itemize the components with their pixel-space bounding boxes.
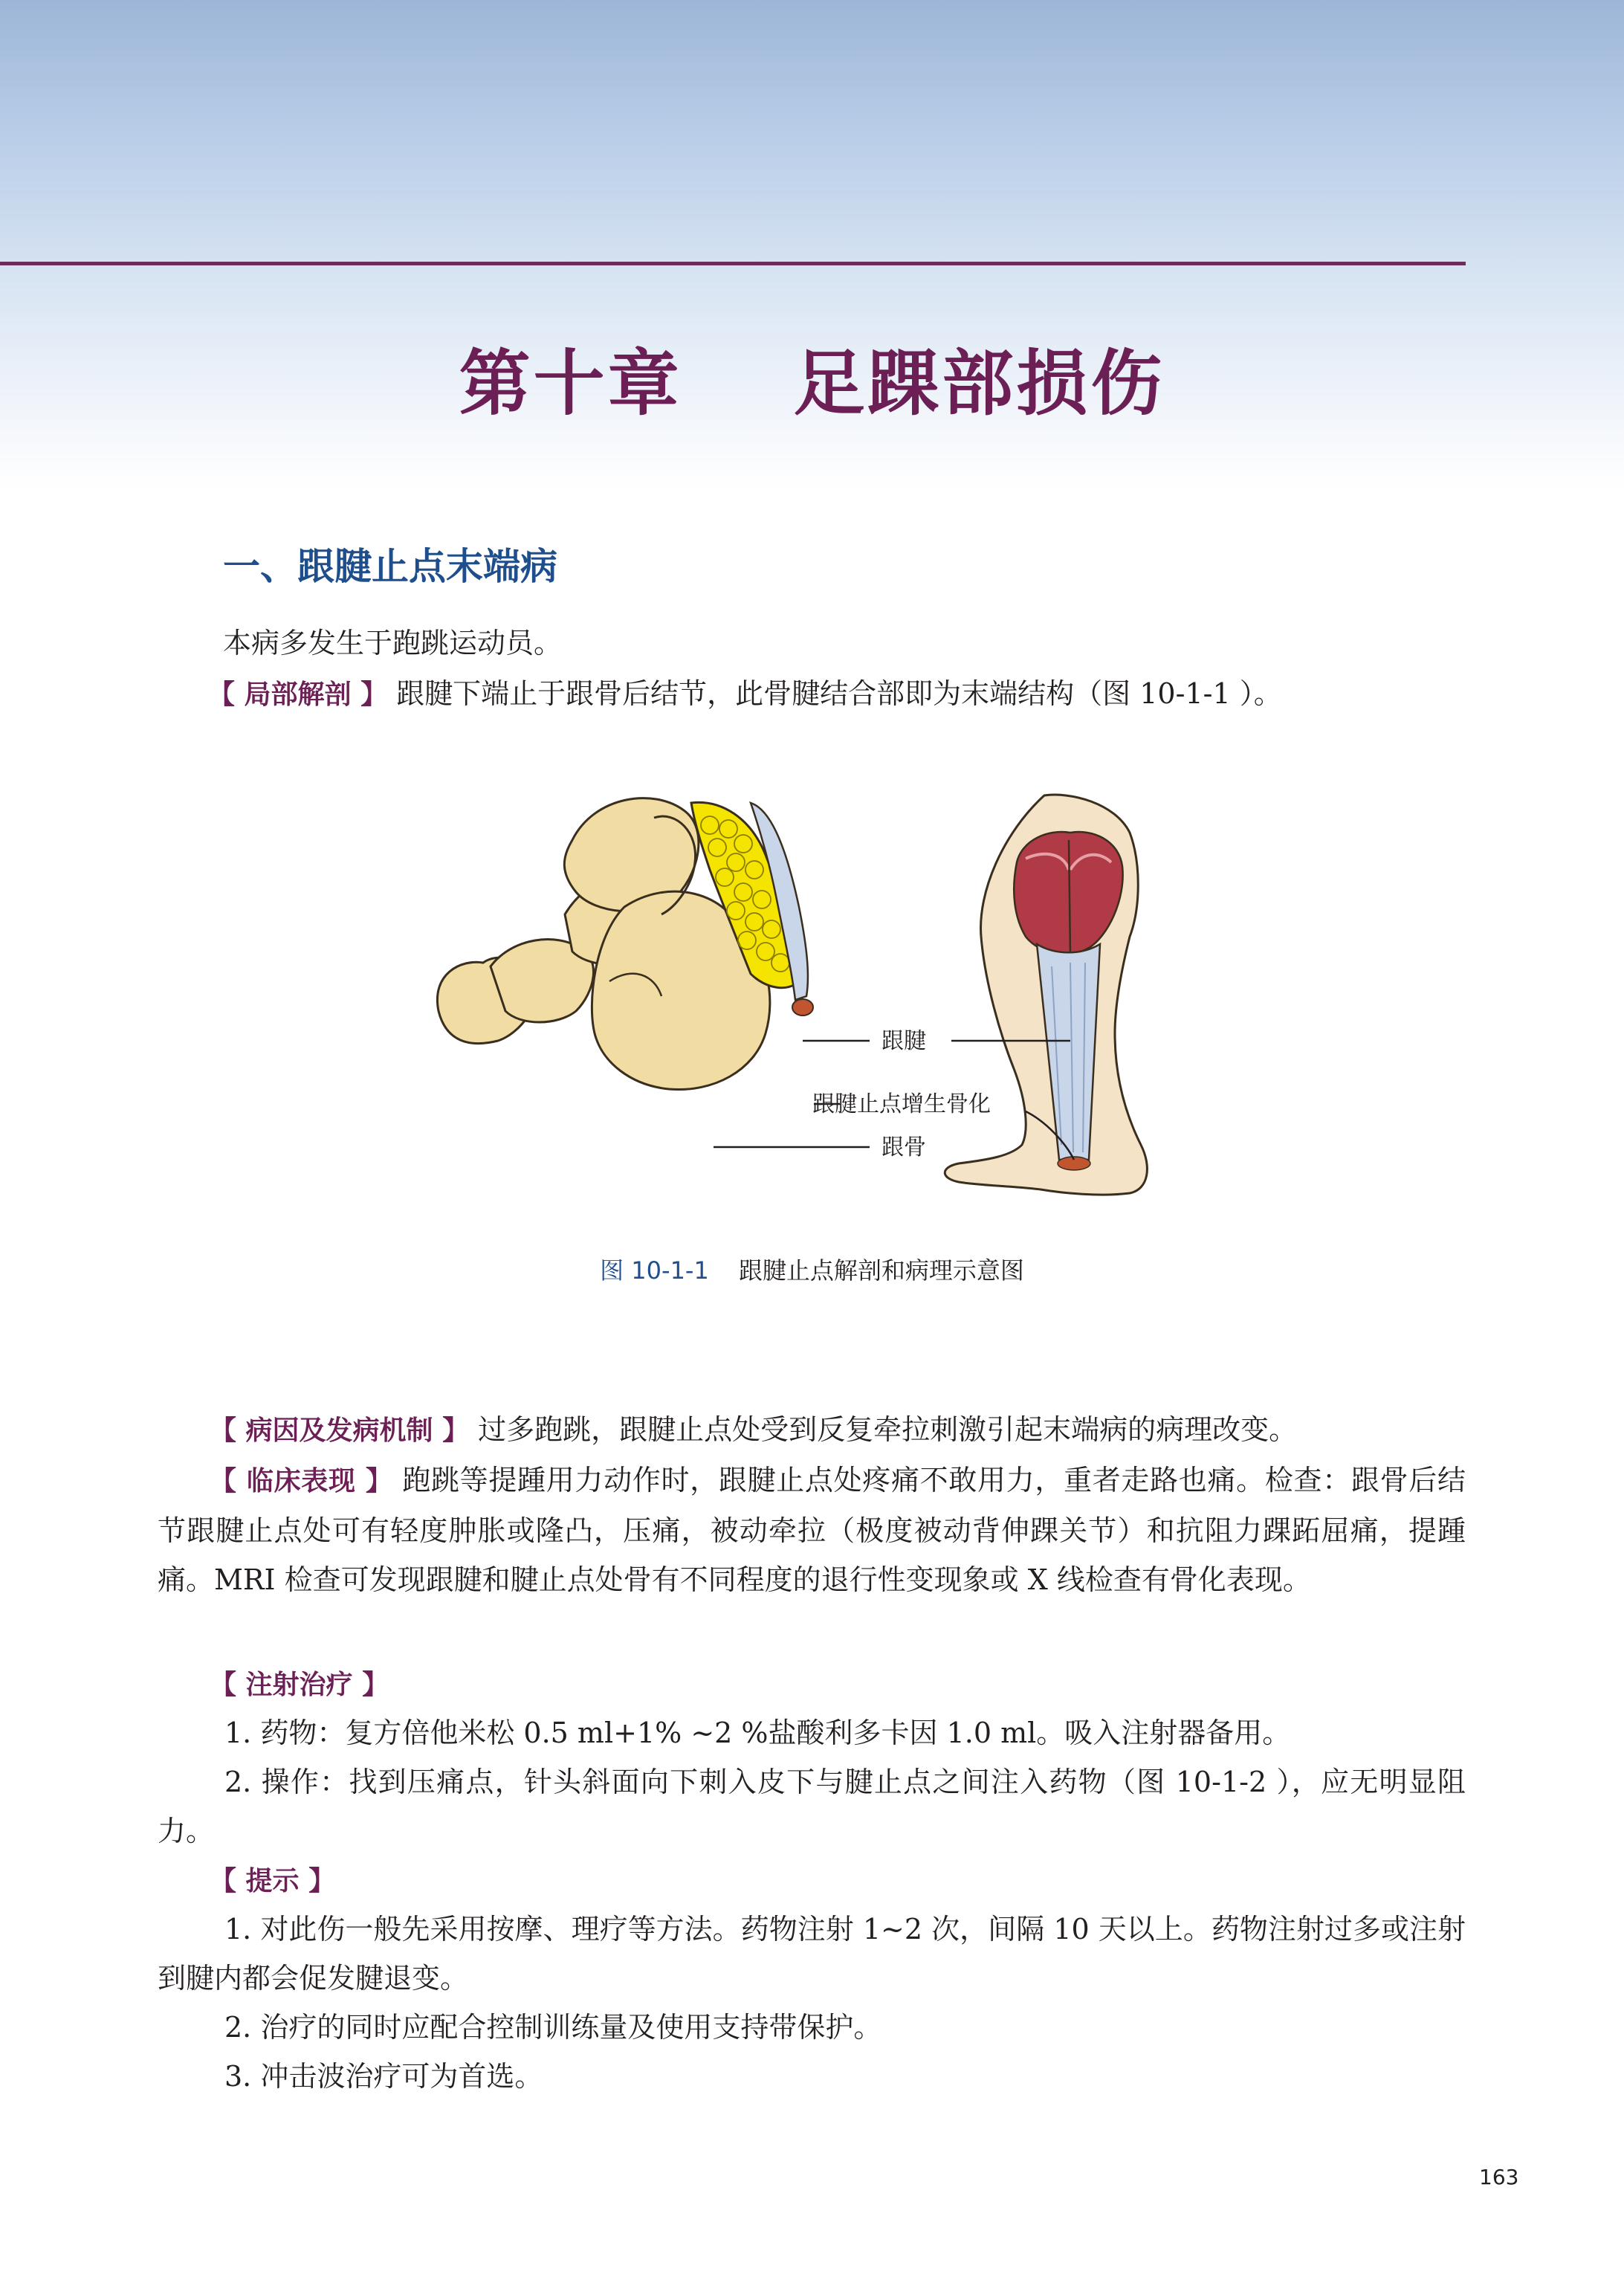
tips-item-2 <box>158 2003 1466 2052</box>
figure-caption-number: 图 10-1-1 <box>600 1256 709 1285</box>
injection-tag: 【 注射治疗 】 <box>210 1670 389 1700</box>
page-number: 163 <box>1479 2165 1519 2189</box>
anatomy-paragraph <box>208 669 1466 720</box>
leg-drawing <box>945 795 1147 1195</box>
anatomy-text: 跟腱下端止于跟骨后结节，此骨腱结合部即为末端结构（图 10-1-1 ）。 <box>396 677 1282 710</box>
figure-10-1-1 <box>416 788 1204 1219</box>
clinical-paragraph <box>158 1456 1466 1604</box>
ossification-spot <box>792 999 813 1015</box>
intro-text: 本病多发生于跑跳运动员。 <box>223 627 563 659</box>
tips-heading <box>158 1856 1466 1906</box>
clinical-text: 跑跳等提踵用力动作时，跟腱止点处疼痛不敢用力，重者走路也痛。检查：跟骨后结节跟腱止点处可有轻度肿胀或隆凸，压痛，被动牵拉（极度被动背伸踝关节）和抗阻力踝跖屈痛，提踵痛。MRI 检查可发现跟腱和腱止点处骨有不同程度的退行性变现象或 X 线检查有骨化表现。 <box>158 1464 1466 1596</box>
label-ossification: 跟腱止点增生骨化 <box>812 1091 991 1117</box>
intro-paragraph <box>223 619 1466 668</box>
header-rule <box>0 262 1466 265</box>
anatomy-illustration <box>416 788 1204 1219</box>
tips-tag: 【 提示 】 <box>210 1866 336 1896</box>
injection-heading <box>158 1659 1466 1710</box>
etiology-paragraph <box>158 1405 1466 1456</box>
label-achilles-tendon: 跟腱 <box>881 1028 926 1054</box>
injection-item-2-text: 2. 操作：找到压痛点，针头斜面向下刺入皮下与腱止点之间注入药物（图 10-1-2 ），应无明显阻力。 <box>158 1766 1466 1847</box>
figure-caption-text: 跟腱止点解剖和病理示意图 <box>738 1256 1024 1285</box>
anatomy-tag: 【 局部解剖 】 <box>208 679 388 710</box>
figure-caption <box>0 1252 1624 1286</box>
tips-item-3-text: 3. 冲击波治疗可为首选。 <box>224 2060 543 2093</box>
injection-item-1-text: 1. 药物：复方倍他米松 0.5 ml+1% ~2 %盐酸利多卡因 1.0 ml。吸入注射器备用。 <box>224 1717 1291 1749</box>
clinical-tag: 【 临床表现 】 <box>210 1466 393 1496</box>
etiology-tag: 【 病因及发病机制 】 <box>210 1415 470 1446</box>
tips-item-1 <box>158 1905 1466 2003</box>
label-calcaneus: 跟骨 <box>881 1134 926 1160</box>
etiology-text: 过多跑跳，跟腱止点处受到反复牵拉刺激引起末端病的病理改变。 <box>478 1413 1298 1446</box>
tips-item-3 <box>158 2052 1466 2101</box>
injection-item-1 <box>158 1708 1466 1757</box>
tips-item-2-text: 2. 治疗的同时应配合控制训练量及使用支持带保护。 <box>224 2011 882 2044</box>
injection-item-2 <box>158 1757 1466 1856</box>
tips-item-1-text: 1. 对此伤一般先采用按摩、理疗等方法。药物注射 1~2 次，间隔 10 天以上。药物注射过多或注射到腱内都会促发腱退变。 <box>158 1913 1466 1995</box>
chapter-title: 第十章 足踝部损伤 <box>459 341 1165 425</box>
section-title: 一、跟腱止点末端病 <box>223 545 557 588</box>
